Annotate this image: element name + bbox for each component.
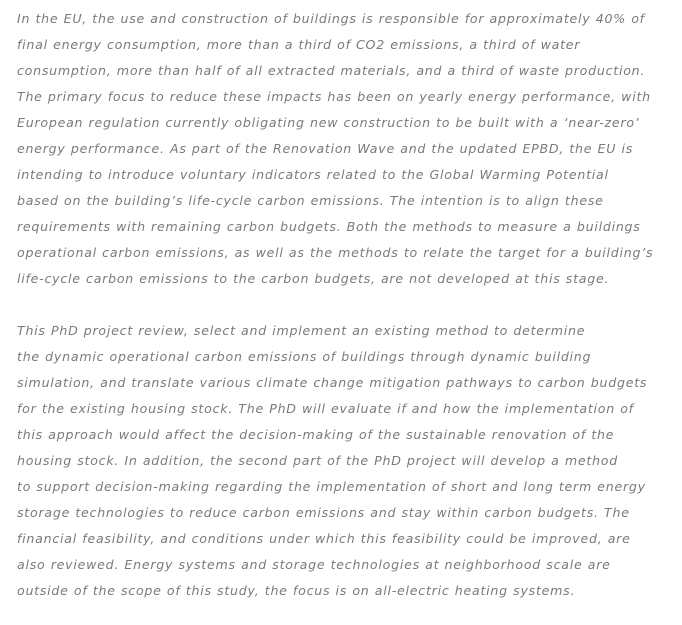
- text-line: energy performance. As part of the Renovation Wave and the updated EPBD, the EU is: [17, 141, 634, 156]
- text-line: simulation, and translate various climate change mitigation pathways to carbon budgets: [17, 375, 648, 390]
- text-line: outside of the scope of this study, the focus is on all-electric heating systems.: [17, 583, 576, 598]
- text-line: This PhD project review, select and implement an existing method to determine: [17, 323, 586, 338]
- text-line: In the EU, the use and construction of buildings is responsible for approximately 40% of: [17, 11, 645, 26]
- text-line: this approach would affect the decision-making of the sustainable renovation of the: [17, 427, 615, 442]
- paragraph-phd-project: [17, 318, 677, 604]
- text-line: for the existing housing stock. The PhD will evaluate if and how the implementation of: [17, 401, 634, 416]
- paragraph-eu-context: [17, 6, 677, 292]
- text-line: also reviewed. Energy systems and storage technologies at neighborhood scale are: [17, 557, 611, 572]
- text-line: financial feasibility, and conditions under which this feasibility could be improved, are: [17, 531, 631, 546]
- text-line: operational carbon emissions, as well as the methods to relate the target for a building’s: [17, 245, 654, 260]
- text-line: final energy consumption, more than a third of CO2 emissions, a third of water: [17, 37, 581, 52]
- text-line: life-cycle carbon emissions to the carbon budgets, are not developed at this stage.: [17, 271, 610, 286]
- text-line: The primary focus to reduce these impacts has been on yearly energy performance, with: [17, 89, 651, 104]
- text-line: to support decision-making regarding the implementation of short and long term energy: [17, 479, 646, 494]
- text-line: housing stock. In addition, the second part of the PhD project will develop a method: [17, 453, 618, 468]
- text-line: based on the building’s life-cycle carbon emissions. The intention is to align these: [17, 193, 604, 208]
- text-line: intending to introduce voluntary indicators related to the Global Warming Potential: [17, 167, 609, 182]
- text-line: European regulation currently obligating new construction to be built with a ‘near-zero’: [17, 115, 640, 130]
- document-body: [17, 6, 677, 604]
- text-line: requirements with remaining carbon budgets. Both the methods to measure a buildings: [17, 219, 641, 234]
- text-line: storage technologies to reduce carbon emissions and stay within carbon budgets. The: [17, 505, 630, 520]
- text-line: the dynamic operational carbon emissions of buildings through dynamic building: [17, 349, 592, 364]
- text-line: consumption, more than half of all extracted materials, and a third of waste production.: [17, 63, 646, 78]
